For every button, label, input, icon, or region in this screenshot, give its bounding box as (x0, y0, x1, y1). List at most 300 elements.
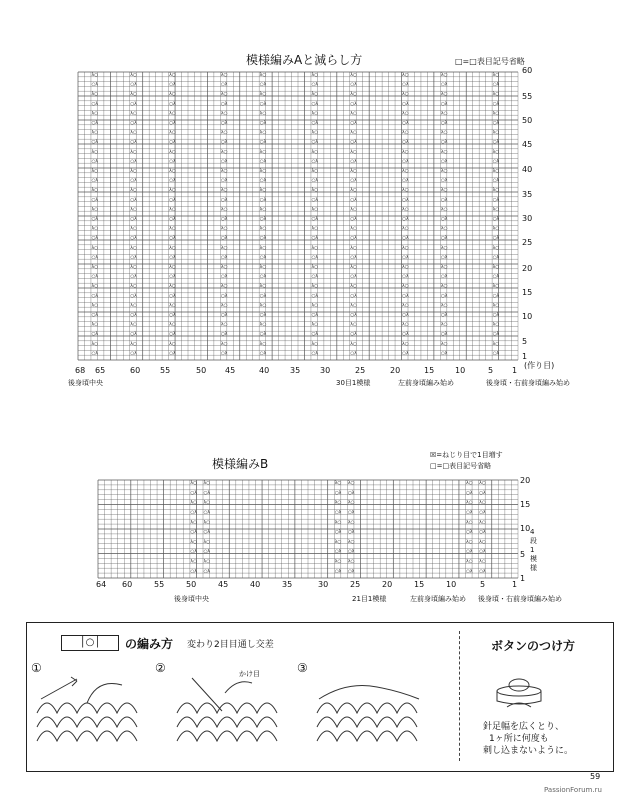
stitch-mark: ○λ (402, 332, 409, 338)
stitch-mark: λ○ (169, 130, 176, 136)
stitch-mark: ○λ (190, 490, 197, 496)
stitch-mark: ○λ (169, 274, 176, 280)
stitch-mark: λ○ (402, 207, 409, 213)
stitch-mark: ○λ (402, 255, 409, 261)
step-2-note: かけ目 (239, 670, 260, 678)
stitch-mark: λ○ (130, 303, 137, 309)
stitch-mark: ○λ (492, 121, 500, 126)
stitch-mark: ○λ (190, 510, 197, 516)
stitch-mark: ○λ (347, 569, 355, 575)
stitch-mark: λ○ (440, 303, 448, 309)
stitch-mark: ○λ (311, 82, 319, 88)
stitch-mark: λ○ (334, 539, 342, 545)
stitch-mark: ○λ (466, 490, 473, 496)
stitch-mark: λ○ (169, 226, 176, 232)
stitch-mark: λ○ (130, 149, 137, 155)
instruction-panel (26, 622, 614, 772)
stitch-symbol-box: │○│ (61, 635, 119, 651)
stitch-mark: λ○ (402, 149, 409, 155)
stitch-mark: λ○ (350, 130, 357, 136)
stitch-mark: ○λ (259, 140, 267, 146)
stitch-mark: λ○ (492, 207, 500, 213)
stitch-mark: ○λ (169, 178, 176, 184)
stitch-mark: λ○ (311, 245, 319, 251)
stitch-mark: λ○ (311, 149, 319, 155)
stitch-mark: ○λ (311, 351, 319, 357)
stitch-mark: λ○ (203, 520, 211, 526)
stitch-mark: ○λ (492, 313, 500, 318)
axis-label: 20 (522, 264, 533, 273)
chart-a-back-right-label: 後身頃・右前身頃編み始め (486, 379, 570, 387)
stitch-mark: λ○ (402, 226, 409, 232)
stitch-mark: λ○ (440, 188, 448, 194)
stitch-mark: λ○ (440, 92, 448, 98)
stitch-mark: λ○ (492, 188, 500, 194)
stitch-mark: ○λ (169, 217, 176, 222)
stitch-mark: λ○ (402, 341, 409, 347)
stitch-mark: λ○ (492, 245, 500, 251)
stitch-mark: ○λ (169, 293, 176, 299)
stitch-mark: ○λ (350, 236, 357, 242)
stitch-mark: λ○ (190, 539, 197, 545)
stitch-mark: λ○ (440, 130, 448, 136)
axis-label: 1 (522, 352, 528, 361)
stitch-mark: λ○ (220, 111, 228, 117)
axis-label: 35 (522, 190, 533, 199)
stitch-mark: λ○ (91, 322, 99, 328)
stitch-mark: ○λ (203, 549, 211, 555)
stitch-mark: λ○ (492, 341, 500, 347)
stitch-mark: λ○ (130, 169, 137, 174)
axis-label: 45 (225, 366, 236, 375)
stitch-mark: ○λ (130, 121, 137, 126)
stitch-mark: λ○ (440, 322, 448, 328)
stitch-mark: ○λ (402, 82, 409, 88)
stitch-mark: λ○ (311, 73, 319, 78)
stitch-mark: λ○ (220, 284, 228, 290)
stitch-mark: λ○ (130, 92, 137, 98)
stitch-mark: ○λ (220, 140, 228, 146)
stitch-mark: λ○ (347, 559, 355, 565)
stitch-mark: ○λ (220, 351, 228, 357)
stitch-mark: ○λ (402, 313, 409, 318)
stitch-mark: ○λ (402, 274, 409, 280)
stitch-mark: ○λ (466, 549, 473, 555)
axis-label: 15 (520, 500, 531, 509)
stitch-mark: λ○ (350, 284, 357, 290)
stitch-mark: λ○ (479, 481, 486, 487)
stitch-mark: ○λ (169, 159, 176, 165)
chart-b-side-label: 4段1模様 (530, 528, 537, 572)
stitch-mark: ○λ (350, 293, 357, 299)
stitch-mark: λ○ (492, 169, 500, 174)
stitch-mark: λ○ (220, 188, 228, 194)
stitch-mark: ○λ (350, 101, 357, 107)
stitch-mark: λ○ (169, 265, 176, 270)
stitch-mark: ○λ (259, 101, 267, 107)
stitch-mark: λ○ (479, 539, 486, 545)
stitch-mark: ○λ (492, 82, 500, 88)
stitch-mark: λ○ (440, 169, 448, 174)
stitch-mark: λ○ (492, 73, 500, 78)
stitch-mark: ○λ (311, 236, 319, 242)
stitch-mark: λ○ (311, 207, 319, 213)
stitch-mark: λ○ (130, 245, 137, 251)
page-number: 59 (590, 772, 601, 781)
howto-title: の編み方 (125, 637, 174, 651)
stitch-mark: λ○ (259, 73, 267, 78)
stitch-mark: λ○ (203, 481, 211, 487)
stitch-mark: ○λ (91, 255, 99, 261)
stitch-mark: λ○ (203, 559, 211, 565)
stitch-mark: λ○ (350, 111, 357, 117)
stitch-mark: ○λ (203, 510, 211, 516)
stitch-mark: ○λ (169, 351, 176, 357)
stitch-mark: ○λ (311, 140, 319, 146)
stitch-mark: ○λ (259, 82, 267, 88)
stitch-mark: ○λ (91, 293, 99, 299)
axis-label: 50 (522, 116, 533, 125)
axis-label: 20 (520, 476, 531, 485)
axis-label: 15 (522, 288, 533, 297)
stitch-mark: ○λ (402, 236, 409, 242)
stitch-mark: λ○ (259, 284, 267, 290)
stitch-mark: λ○ (259, 188, 267, 194)
stitch-mark: ○λ (347, 549, 355, 555)
axis-label: 15 (414, 580, 425, 589)
axis-label: 40 (522, 165, 533, 174)
stitch-mark: λ○ (190, 559, 197, 565)
stitch-mark: ○λ (169, 313, 176, 318)
axis-label: 55 (154, 580, 165, 589)
stitch-mark: λ○ (402, 73, 409, 78)
stitch-mark: ○λ (91, 332, 99, 338)
stitch-mark: ○λ (220, 217, 228, 222)
stitch-mark: λ○ (91, 188, 99, 194)
stitch-mark: λ○ (259, 341, 267, 347)
stitch-mark: ○λ (203, 569, 211, 575)
stitch-mark: ○λ (130, 313, 137, 318)
stitch-mark: λ○ (311, 130, 319, 136)
stitch-mark: λ○ (466, 539, 473, 545)
stitch-mark: λ○ (91, 226, 99, 232)
chart-a-title: 模様編みAと減らし方 (246, 53, 363, 67)
stitch-mark: λ○ (169, 111, 176, 117)
stitch-mark: ○λ (311, 159, 319, 165)
stitch-mark: λ○ (91, 341, 99, 347)
stitch-mark: λ○ (492, 284, 500, 290)
stitch-mark: λ○ (440, 341, 448, 347)
stitch-mark: ○λ (492, 140, 500, 146)
axis-label: 20 (382, 580, 393, 589)
stitch-mark: λ○ (440, 149, 448, 155)
stitch-mark: ○λ (440, 197, 448, 203)
stitch-mark: ○λ (334, 549, 342, 555)
stitch-mark: λ○ (169, 73, 176, 78)
stitch-mark: λ○ (130, 111, 137, 117)
stitch-mark: λ○ (259, 149, 267, 155)
stitch-mark: λ○ (350, 341, 357, 347)
stitch-mark: ○λ (91, 274, 99, 280)
stitch-mark: λ○ (169, 322, 176, 328)
axis-label: 45 (218, 580, 229, 589)
axis-label: 35 (290, 366, 301, 375)
button-note-1: 針足幅を広くとり、 (483, 722, 565, 732)
stitch-mark: λ○ (169, 188, 176, 194)
stitch-mark: ○λ (479, 549, 486, 555)
stitch-mark: λ○ (130, 207, 137, 213)
chart-b-legend-1: ☒=ねじり目で1目増す (430, 451, 503, 459)
stitch-mark: λ○ (440, 284, 448, 290)
stitch-mark: λ○ (311, 341, 319, 347)
stitch-mark: ○λ (91, 159, 99, 165)
stitch-mark: λ○ (91, 130, 99, 136)
stitch-mark: ○λ (440, 101, 448, 107)
stitch-mark: λ○ (220, 92, 228, 98)
stitch-mark: λ○ (402, 92, 409, 98)
stitch-mark: ○λ (169, 101, 176, 107)
stitch-mark: ○λ (492, 236, 500, 242)
stitch-mark: λ○ (203, 500, 211, 506)
stitch-mark: ○λ (259, 313, 267, 318)
axis-label: 30 (318, 580, 329, 589)
stitch-mark: λ○ (492, 322, 500, 328)
stitch-mark: λ○ (402, 169, 409, 174)
stitch-mark: ○λ (311, 255, 319, 261)
stitch-mark: ○λ (334, 530, 342, 536)
stitch-mark: ○λ (130, 351, 137, 357)
stitch-mark: λ○ (91, 303, 99, 309)
chart-b-back-right-label: 後身頃・右前身頃編み始め (478, 595, 562, 603)
stitch-mark: λ○ (220, 341, 228, 347)
stitch-mark: ○λ (203, 530, 211, 536)
axis-label: 60 (130, 366, 141, 375)
chart-a-row-suffix: (作り目) (524, 361, 555, 370)
stitch-mark: λ○ (350, 207, 357, 213)
stitch-mark: λ○ (259, 111, 267, 117)
axis-label: 25 (350, 580, 361, 589)
button-note-2: 1ヶ所に何度も (489, 734, 549, 744)
stitch-mark: λ○ (203, 539, 211, 545)
stitch-mark: ○λ (350, 255, 357, 261)
button-title: ボタンのつけ方 (491, 639, 576, 653)
stitch-mark: λ○ (311, 322, 319, 328)
stitch-mark: λ○ (350, 303, 357, 309)
stitch-mark: λ○ (220, 226, 228, 232)
stitch-mark: ○λ (259, 351, 267, 357)
stitch-mark: λ○ (259, 245, 267, 251)
stitch-mark: λ○ (130, 226, 137, 232)
chart-b-left-front-label: 左前身頃編み始め (410, 595, 466, 603)
stitch-mark: λ○ (402, 265, 409, 270)
stitch-mark: ○λ (91, 236, 99, 242)
stitch-mark: λ○ (220, 149, 228, 155)
axis-label: 60 (122, 580, 133, 589)
stitch-mark: λ○ (479, 520, 486, 526)
stitch-mark: ○λ (259, 255, 267, 261)
stitch-mark: λ○ (402, 245, 409, 251)
stitch-mark: λ○ (402, 130, 409, 136)
stitch-mark: ○λ (91, 121, 99, 126)
stitch-mark: ○λ (334, 569, 342, 575)
stitch-mark: ○λ (311, 178, 319, 184)
stitch-mark: ○λ (311, 332, 319, 338)
stitch-mark: λ○ (169, 245, 176, 251)
stitch-mark: λ○ (350, 169, 357, 174)
stitch-mark: ○λ (130, 293, 137, 299)
step-3-number: ③ (297, 661, 308, 675)
stitch-mark: λ○ (311, 169, 319, 174)
stitch-mark: ○λ (479, 510, 486, 516)
stitch-mark: ○λ (479, 490, 486, 496)
stitch-mark: ○λ (169, 255, 176, 261)
stitch-mark: ○λ (492, 178, 500, 184)
chart-a-legend: □=□表目記号省略 (455, 57, 525, 66)
axis-label: 55 (160, 366, 171, 375)
axis-label: 35 (282, 580, 293, 589)
stitch-mark: ○λ (259, 159, 267, 165)
stitch-mark: ○λ (402, 101, 409, 107)
stitch-mark: ○λ (190, 530, 197, 536)
stitch-mark: λ○ (402, 188, 409, 194)
axis-label: 50 (186, 580, 197, 589)
stitch-mark: ○λ (402, 159, 409, 165)
axis-label: 65 (95, 366, 106, 375)
stitch-mark: ○λ (169, 197, 176, 203)
chart-a-center-label: 後身頃中央 (68, 379, 103, 387)
axis-label: 20 (390, 366, 401, 375)
stitch-mark: ○λ (91, 313, 99, 318)
panel-divider (459, 631, 460, 761)
axis-label: 60 (522, 66, 533, 75)
stitch-mark: λ○ (311, 188, 319, 194)
stitch-mark: λ○ (130, 341, 137, 347)
axis-label: 55 (522, 92, 533, 101)
axis-label: 1 (512, 366, 518, 375)
stitch-mark: ○λ (492, 332, 500, 338)
stitch-mark: λ○ (492, 149, 500, 155)
stitch-mark: ○λ (220, 178, 228, 184)
howto-subtitle: 変わり2目目通し交差 (187, 640, 274, 650)
stitch-mark: ○λ (169, 82, 176, 88)
stitch-mark: λ○ (220, 73, 228, 78)
stitch-mark: λ○ (91, 111, 99, 117)
stitch-mark: ○λ (492, 101, 500, 107)
stitch-mark: ○λ (402, 351, 409, 357)
stitch-mark: ○λ (130, 197, 137, 203)
stitch-mark: ○λ (350, 197, 357, 203)
stitch-mark: ○λ (91, 178, 99, 184)
stitch-mark: λ○ (350, 265, 357, 270)
axis-label: 30 (320, 366, 331, 375)
stitch-mark: ○λ (350, 351, 357, 357)
axis-label: 50 (196, 366, 207, 375)
axis-label: 40 (259, 366, 270, 375)
stitch-mark: λ○ (350, 245, 357, 251)
stitch-mark: λ○ (350, 149, 357, 155)
chart-b-center-label: 後身頃中央 (174, 595, 209, 603)
stitch-mark: ○λ (440, 217, 448, 222)
axis-label: 10 (520, 524, 531, 533)
stitch-mark: λ○ (350, 188, 357, 194)
stitch-mark: λ○ (402, 284, 409, 290)
stitch-mark: λ○ (169, 149, 176, 155)
stitch-mark: ○λ (130, 178, 137, 184)
stitch-mark: λ○ (91, 284, 99, 290)
stitch-mark: λ○ (259, 303, 267, 309)
stitch-mark: ○λ (350, 313, 357, 318)
stitch-mark: ○λ (334, 510, 342, 516)
stitch-mark: ○λ (220, 255, 228, 261)
stitch-mark: ○λ (440, 332, 448, 338)
axis-label: 5 (520, 550, 526, 559)
stitch-mark: ○λ (311, 101, 319, 107)
stitch-mark: ○λ (440, 351, 448, 357)
stitch-mark: ○λ (492, 274, 500, 280)
stitch-mark: λ○ (492, 92, 500, 98)
stitch-mark: λ○ (492, 265, 500, 270)
stitch-mark: ○λ (311, 293, 319, 299)
axis-label: 1 (520, 574, 526, 583)
stitch-mark: λ○ (220, 322, 228, 328)
axis-label: 45 (522, 140, 533, 149)
stitch-mark: ○λ (440, 236, 448, 242)
stitch-mark: ○λ (492, 293, 500, 299)
stitch-mark: λ○ (440, 207, 448, 213)
axis-label: 30 (522, 214, 533, 223)
stitch-mark: ○λ (220, 313, 228, 318)
chart-a-left-front-label: 左前身頃編み始め (398, 379, 454, 387)
axis-label: 5 (480, 580, 486, 589)
stitch-mark: ○λ (440, 178, 448, 184)
stitch-mark: ○λ (259, 293, 267, 299)
stitch-mark: ○λ (91, 197, 99, 203)
stitch-mark: ○λ (350, 217, 357, 222)
stitch-mark: ○λ (169, 121, 176, 126)
stitch-mark: λ○ (220, 303, 228, 309)
stitch-mark: ○λ (190, 549, 197, 555)
stitch-mark: ○λ (130, 236, 137, 242)
stitch-mark: λ○ (130, 188, 137, 194)
stitch-mark: λ○ (190, 481, 197, 487)
stitch-mark: λ○ (130, 265, 137, 270)
stitch-mark: λ○ (259, 226, 267, 232)
stitch-mark: ○λ (169, 236, 176, 242)
stitch-mark: ○λ (479, 569, 486, 575)
stitch-mark: λ○ (347, 481, 355, 487)
stitch-mark: λ○ (259, 322, 267, 328)
stitch-mark: ○λ (492, 351, 500, 357)
stitch-mark: ○λ (311, 274, 319, 280)
stitch-mark: ○λ (440, 255, 448, 261)
stitch-mark: λ○ (169, 341, 176, 347)
stitch-mark: ○λ (259, 121, 267, 126)
stitch-mark: λ○ (350, 322, 357, 328)
stitch-mark: ○λ (220, 197, 228, 203)
stitch-mark: ○λ (347, 530, 355, 536)
stitch-mark: ○λ (311, 217, 319, 222)
stitch-mark: λ○ (311, 226, 319, 232)
stitch-mark: λ○ (220, 245, 228, 251)
stitch-mark: ○λ (203, 490, 211, 496)
stitch-mark: λ○ (347, 500, 355, 506)
stitch-mark: λ○ (130, 284, 137, 290)
stitch-mark: ○λ (479, 530, 486, 536)
stitch-mark: λ○ (311, 92, 319, 98)
stitch-mark: ○λ (350, 332, 357, 338)
stitch-mark: λ○ (220, 169, 228, 174)
stitch-mark: ○λ (311, 313, 319, 318)
